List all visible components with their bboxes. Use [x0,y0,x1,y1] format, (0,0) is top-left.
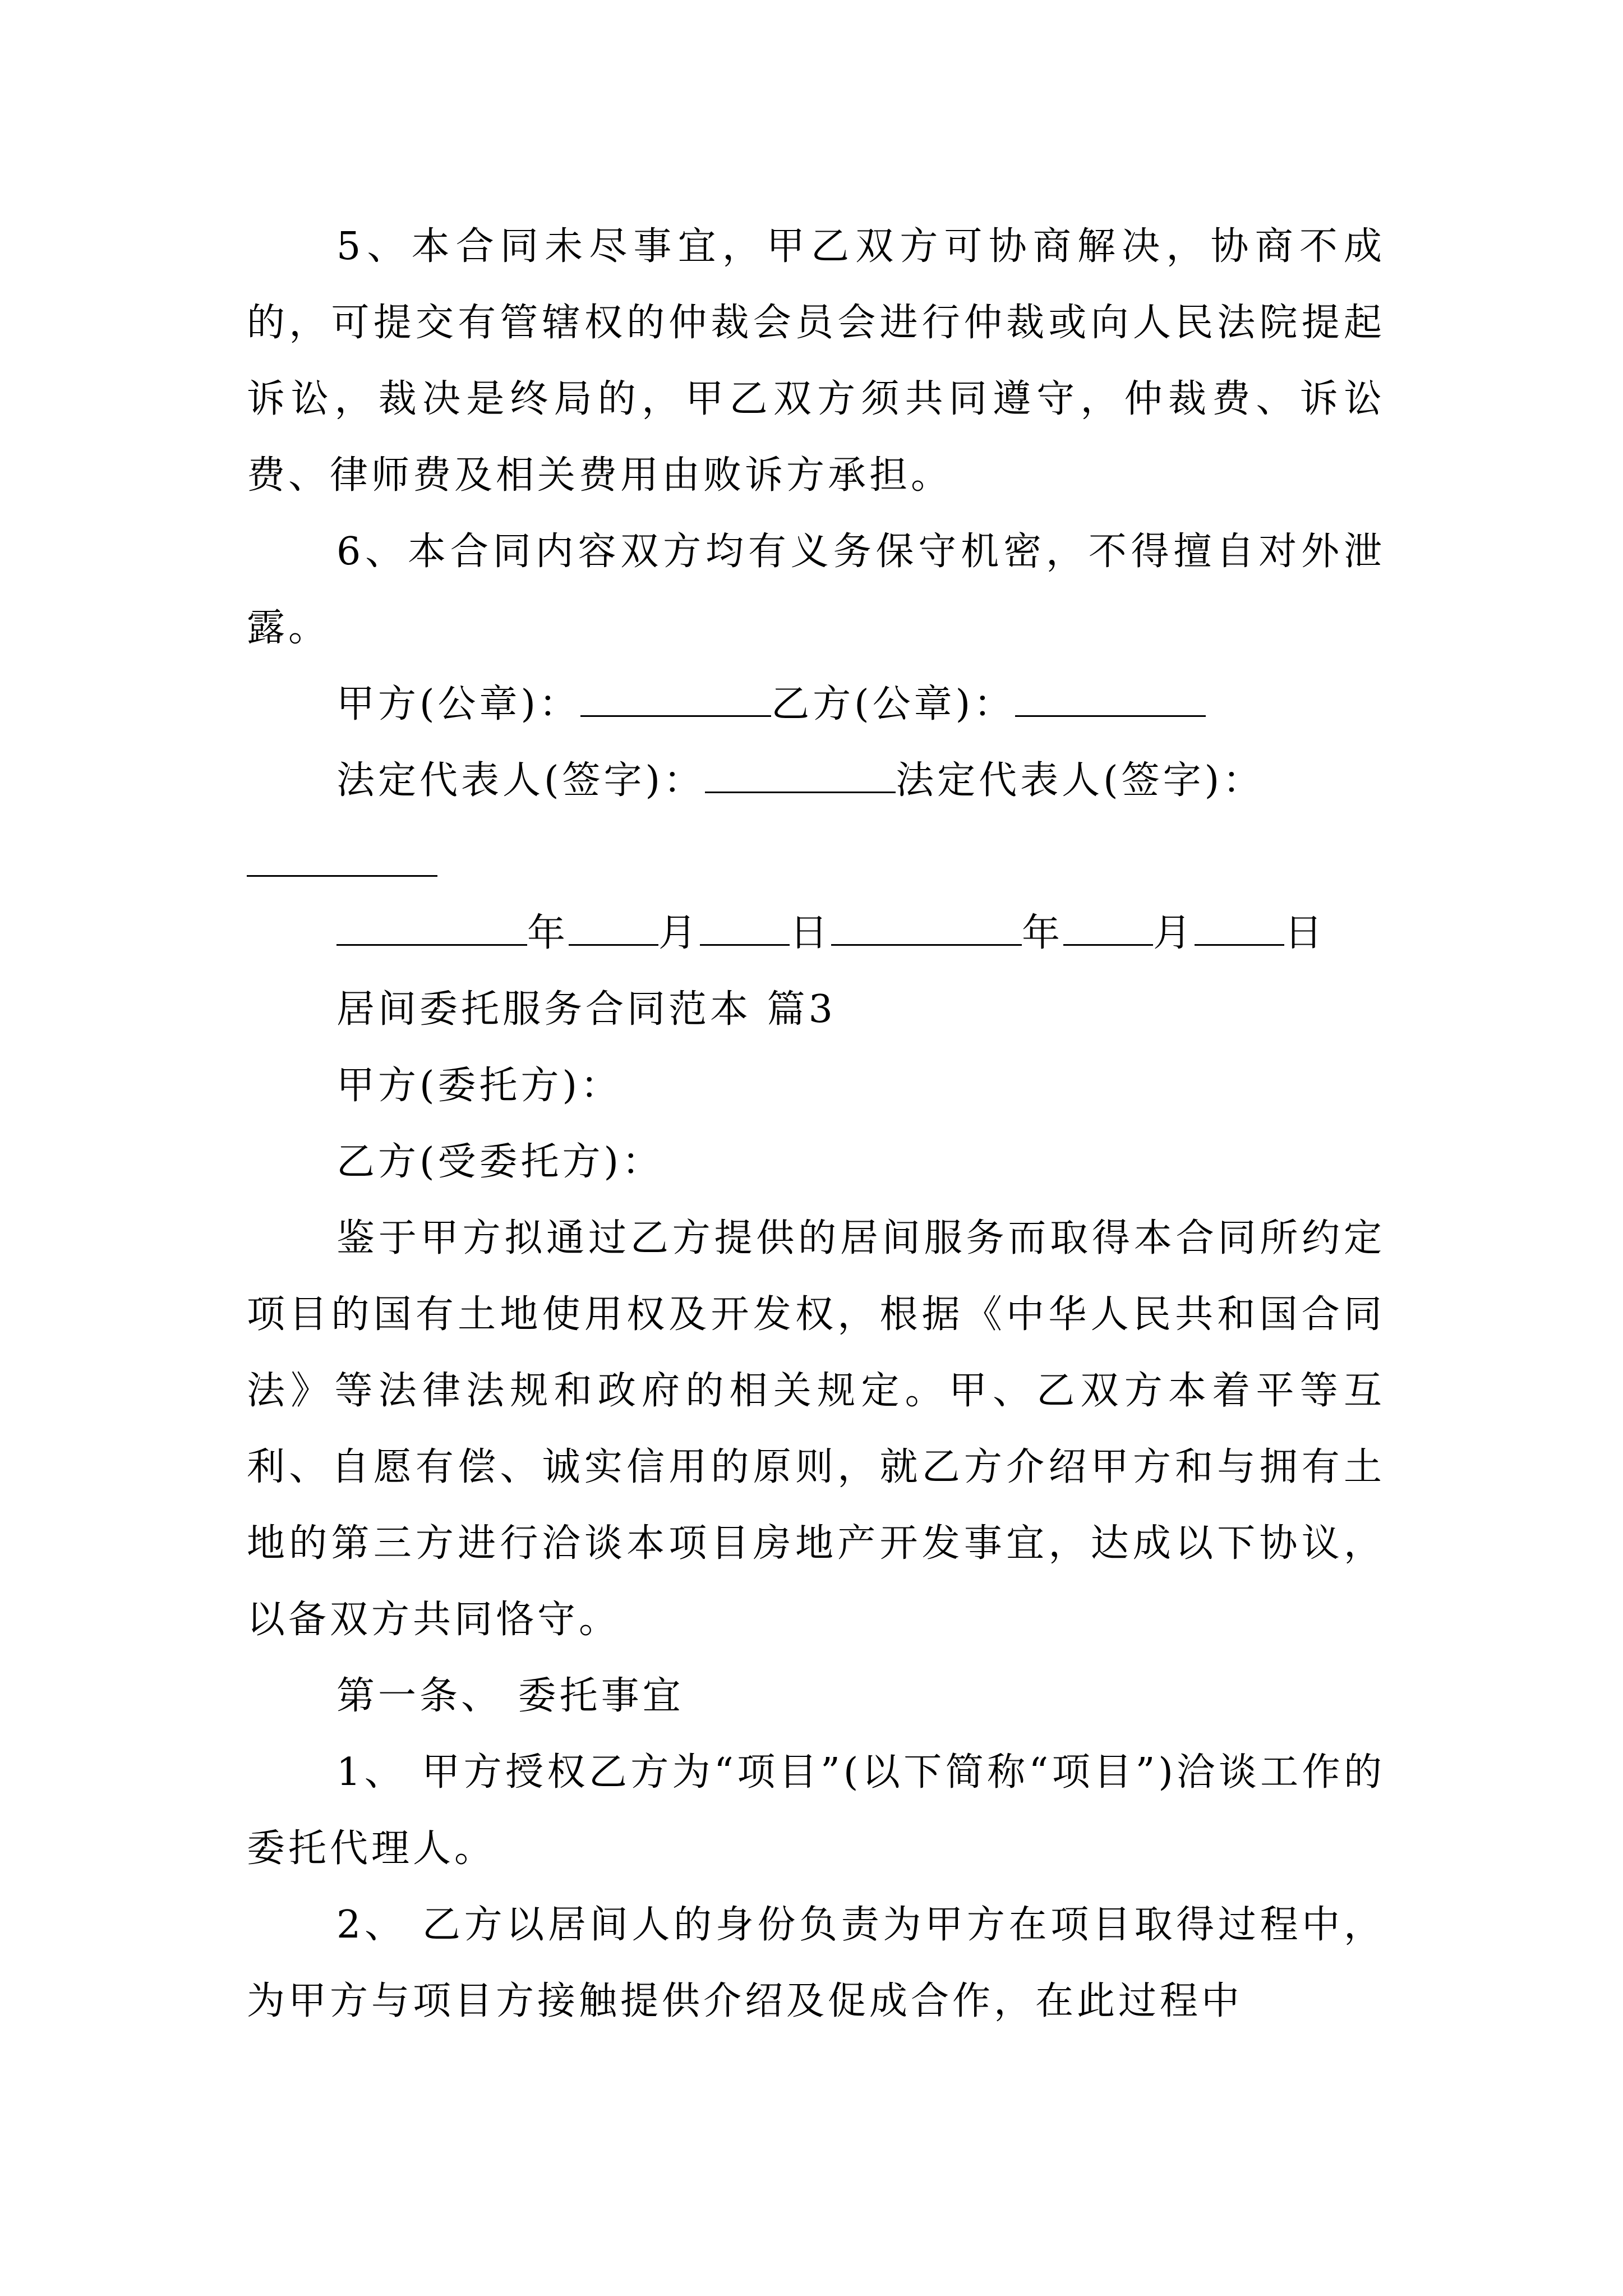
party-b-seal-label: 乙方(公章)： [771,682,1016,726]
party-b-rep-label: 法定代表人(签字)： [896,758,1265,803]
clause-5: 5、本合同未尽事宜，甲乙双方可协商解决，协商不成的，可提交有管辖权的仲裁会员会进行仲裁或向人民法院提起诉讼，裁决是终局的，甲乙双方须共同遵守，仲裁费、诉讼费、律师费及相关费用由败诉方承担。 [247,224,1385,498]
article-1-title: 第一条、 委托事宜 [336,1674,684,1718]
party-a-seal-label: 甲方(公章)： [336,682,581,726]
party-a-day-label: 日 [790,911,832,955]
party-a-rep-label: 法定代表人(签字)： [336,758,706,803]
party-a-month-blank[interactable] [569,910,658,946]
party-b-label: 乙方(受委托方)： [336,1140,664,1184]
party-a-seal-blank[interactable] [580,682,771,717]
party-b-rep-blank[interactable] [247,841,437,877]
party-b-year-blank[interactable] [831,910,1022,946]
representative-signature-line [247,743,1385,819]
party-a-rep-blank[interactable] [705,758,896,793]
party-a-year-label: 年 [527,911,569,955]
party-a-year-blank[interactable] [336,910,527,946]
party-b-month-label: 月 [1153,911,1195,955]
clause-6: 6、本合同内容双方均有义务保守机密，不得擅自对外泄露。 [247,530,1385,650]
party-b-day-label: 日 [1284,911,1326,955]
party-b-month-blank[interactable] [1063,910,1153,946]
party-b-day-blank[interactable] [1195,910,1284,946]
seal-signature-line [247,666,1385,743]
document-body [247,209,1385,2040]
article-1-item-2: 2、 乙方以居间人的身份负责为甲方在项目取得过程中，为甲方与项目方接触提供介绍及促成合作，在此过程中 [247,1903,1385,2023]
party-b-seal-blank[interactable] [1015,682,1206,717]
party-b-rep-blank-row [247,819,1385,895]
date-line [247,895,1385,972]
party-a-label: 甲方(委托方)： [336,1064,623,1108]
preamble: 鉴于甲方拟通过乙方提供的居间服务而取得本合同所约定项目的国有土地使用权及开发权，根据《中华人民共和国合同法》等法律法规和政府的相关规定。甲、乙双方本着平等互利、自愿有偿、诚实信用的原则，就乙方介绍甲方和与拥有土地的第三方进行洽谈本项目房地产开发事宜，达成以下协议，以备双方共同恪守。 [247,1216,1385,1642]
party-a-month-label: 月 [658,911,700,955]
party-a-day-blank[interactable] [700,910,790,946]
section-title: 居间委托服务合同范本 篇3 [336,987,836,1032]
article-1-item-1: 1、 甲方授权乙方为“项目”(以下简称“项目”)洽谈工作的委托代理人。 [247,1750,1385,1871]
party-b-year-label: 年 [1022,911,1064,955]
